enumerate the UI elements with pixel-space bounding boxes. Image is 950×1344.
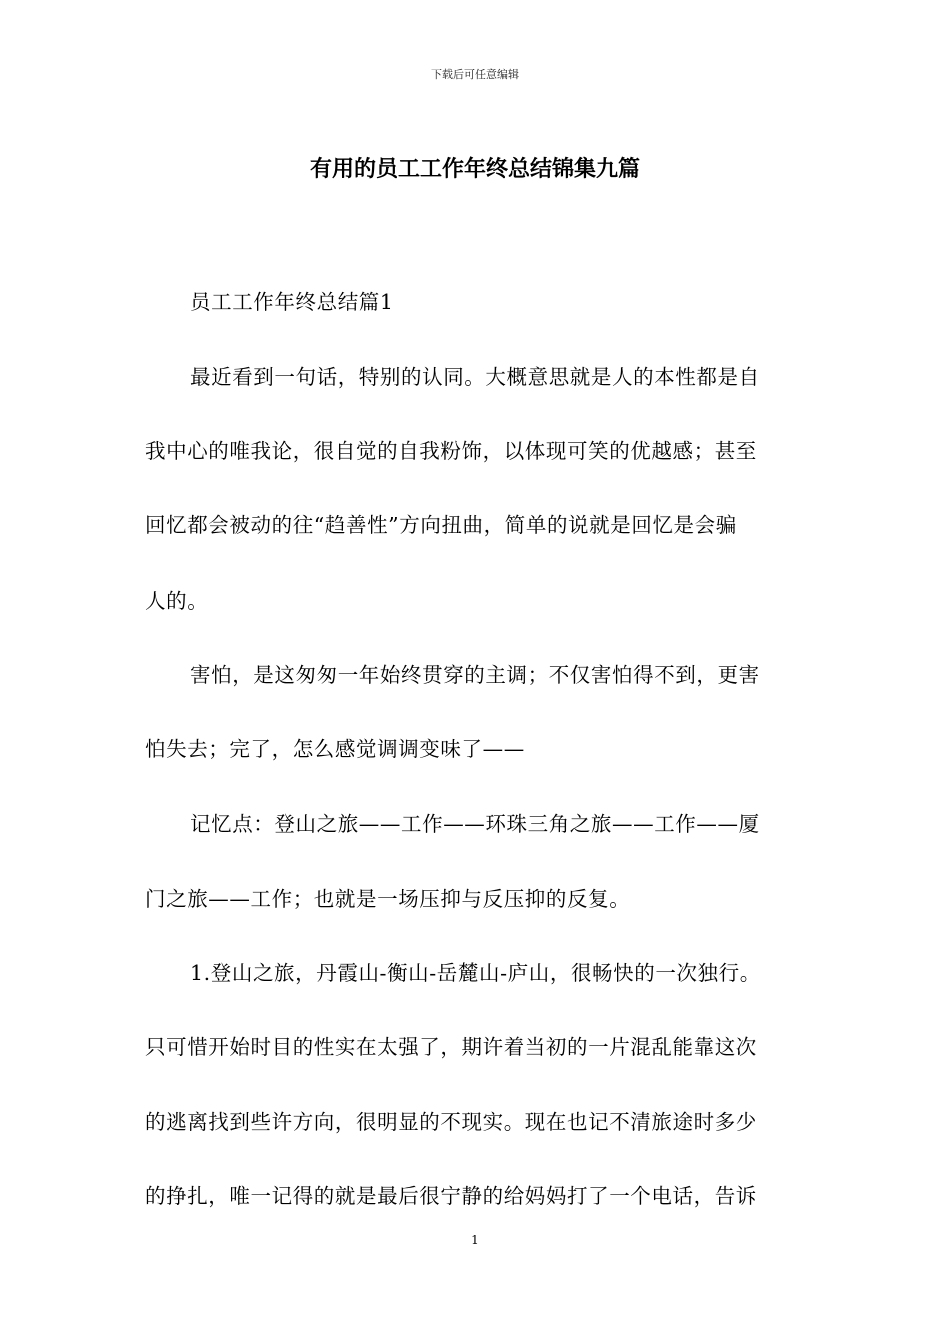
paragraph-line: 我中心的唯我论，很自觉的自我粉饰，以体现可笑的优越感；甚至 — [145, 439, 757, 463]
section-heading: 员工工作年终总结篇1 — [190, 290, 394, 314]
paragraph-line: 怕失去；完了，怎么感觉调调变味了—— — [145, 737, 525, 761]
paragraph-line: 害怕，是这匆匆一年始终贯穿的主调；不仅害怕得不到，更害 — [190, 663, 760, 687]
page-header: 下载后可任意编辑 — [431, 68, 519, 81]
paragraph-line: 只可惜开始时目的性实在太强了，期许着当初的一片混乱能靠这次 — [145, 1035, 757, 1059]
paragraph-line: 最近看到一句话，特别的认同。大概意思就是人的本性都是自 — [190, 365, 760, 389]
paragraph-line: 人的。 — [145, 589, 209, 613]
page-number: 1 — [471, 1233, 479, 1247]
document-title: 有用的员工工作年终总结锦集九篇 — [309, 157, 640, 182]
paragraph-line: 1.登山之旅，丹霞山-衡山-岳麓山-庐山，很畅快的一次独行。 — [190, 961, 761, 985]
paragraph-line: 门之旅——工作；也就是一场压抑与反压抑的反复。 — [145, 887, 631, 911]
paragraph-line: 的挣扎，唯一记得的就是最后很宁静的给妈妈打了一个电话，告诉 — [145, 1184, 757, 1208]
paragraph-line: 回忆都会被动的往“趋善性”方向扭曲，简单的说就是回忆是会骗 — [145, 513, 737, 537]
paragraph-line: 的逃离找到些许方向，很明显的不现实。现在也记不清旅途时多少 — [145, 1110, 757, 1134]
paragraph-line: 记忆点：登山之旅——工作——环珠三角之旅——工作——厦 — [190, 812, 760, 836]
